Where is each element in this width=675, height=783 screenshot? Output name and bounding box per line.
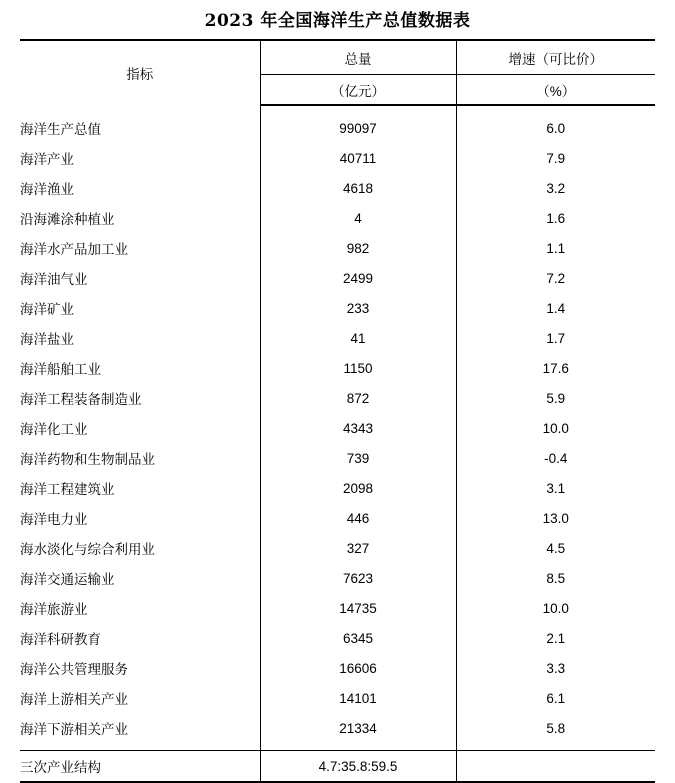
row-total: 982 [260,233,456,263]
row-growth: 10.0 [542,420,569,436]
footer-total: 4.7:35.8:59.5 [260,751,456,783]
table-row [20,323,655,353]
row-growth: 3.3 [546,660,566,676]
row-label: 海洋旅游业 [20,602,88,617]
row-label: 海洋工程建筑业 [20,482,115,497]
row-label: 海洋科研教育 [20,632,101,647]
row-total: 4 [260,203,456,233]
table-row [20,713,655,743]
footer-growth [456,751,655,783]
row-total: 99097 [260,113,456,143]
spacer-cell-total [260,105,456,113]
header-indicator: 指标 [20,40,260,105]
row-growth: 6.1 [546,690,566,706]
table-header-row [20,40,655,75]
spacer-row [20,105,655,113]
spacer-cell-name [20,105,260,113]
row-label: 海洋化工业 [20,422,88,437]
table-row [20,383,655,413]
header-total-unit: （亿元） [260,75,456,106]
row-label: 海洋下游相关产业 [20,722,128,737]
row-growth: 1.6 [546,210,566,226]
page-title: 2023 年全国海洋生产总值数据表 [204,11,471,31]
table-row [20,683,655,713]
row-total: 2499 [260,263,456,293]
table-row [20,263,655,293]
row-label: 海水淡化与综合利用业 [20,542,155,557]
table-row [20,503,655,533]
row-label: 海洋产业 [20,152,74,167]
table-row [20,563,655,593]
row-label: 海洋船舶工业 [20,362,101,377]
footer-label: 三次产业结构 [20,751,260,783]
row-label: 海洋药物和生物制品业 [20,452,155,467]
row-total: 446 [260,503,456,533]
spacer-cell-growth [456,743,655,751]
row-total: 2098 [260,473,456,503]
row-growth: 5.9 [546,390,566,406]
row-label: 海洋工程装备制造业 [20,392,142,407]
row-total: 6345 [260,623,456,653]
table-body [20,40,655,782]
row-growth: 7.9 [546,150,566,166]
row-growth: 17.6 [542,360,569,376]
row-total: 872 [260,383,456,413]
table-row [20,533,655,563]
table-row [20,593,655,623]
table-row [20,143,655,173]
row-growth: 8.5 [546,570,566,586]
header-growth: 增速（可比价） [456,40,655,75]
table-row [20,623,655,653]
header-total: 总量 [260,40,456,75]
spacer-cell-name [20,743,260,751]
row-growth: 6.0 [546,120,566,136]
row-growth: 3.2 [546,180,566,196]
table-row [20,353,655,383]
row-total: 41 [260,323,456,353]
row-total: 21334 [260,713,456,743]
row-growth: 3.1 [546,480,566,496]
row-growth: 10.0 [542,600,569,616]
table-row [20,293,655,323]
spacer-row-bottom [20,743,655,751]
table-row [20,473,655,503]
row-growth: 1.7 [546,330,566,346]
row-label: 海洋渔业 [20,182,74,197]
table-row [20,203,655,233]
spacer-cell-total [260,743,456,751]
row-label: 海洋油气业 [20,272,88,287]
row-total: 14101 [260,683,456,713]
table-row [20,443,655,473]
row-growth: 7.2 [546,270,566,286]
table-footer-row [20,751,655,783]
table-row [20,173,655,203]
row-label: 海洋盐业 [20,332,74,347]
row-label: 海洋矿业 [20,302,74,317]
row-total: 7623 [260,563,456,593]
row-growth: 13.0 [542,510,569,526]
row-growth: 2.1 [546,630,566,646]
row-label: 海洋水产品加工业 [20,242,128,257]
row-label: 海洋电力业 [20,512,88,527]
table-row [20,653,655,683]
row-total: 16606 [260,653,456,683]
row-growth: 1.1 [546,240,566,256]
table-row [20,413,655,443]
row-label: 海洋生产总值 [20,122,101,137]
row-label: 沿海滩涂种植业 [20,212,115,227]
row-total: 14735 [260,593,456,623]
row-growth: -0.4 [544,450,568,466]
row-growth: 4.5 [546,540,566,556]
row-total: 327 [260,533,456,563]
row-total: 4343 [260,413,456,443]
row-label: 海洋上游相关产业 [20,692,128,707]
row-growth: 1.4 [546,300,566,316]
header-growth-unit: （%） [456,75,655,106]
row-total: 739 [260,443,456,473]
ocean-gdp-table [20,39,655,783]
row-growth: 5.8 [546,720,566,736]
row-total: 40711 [260,143,456,173]
spacer-cell-growth [456,105,655,113]
row-label: 海洋公共管理服务 [20,662,128,677]
row-label: 海洋交通运输业 [20,572,115,587]
row-total: 4618 [260,173,456,203]
row-total: 233 [260,293,456,323]
row-total: 1150 [260,353,456,383]
table-row [20,113,655,143]
table-row [20,233,655,263]
